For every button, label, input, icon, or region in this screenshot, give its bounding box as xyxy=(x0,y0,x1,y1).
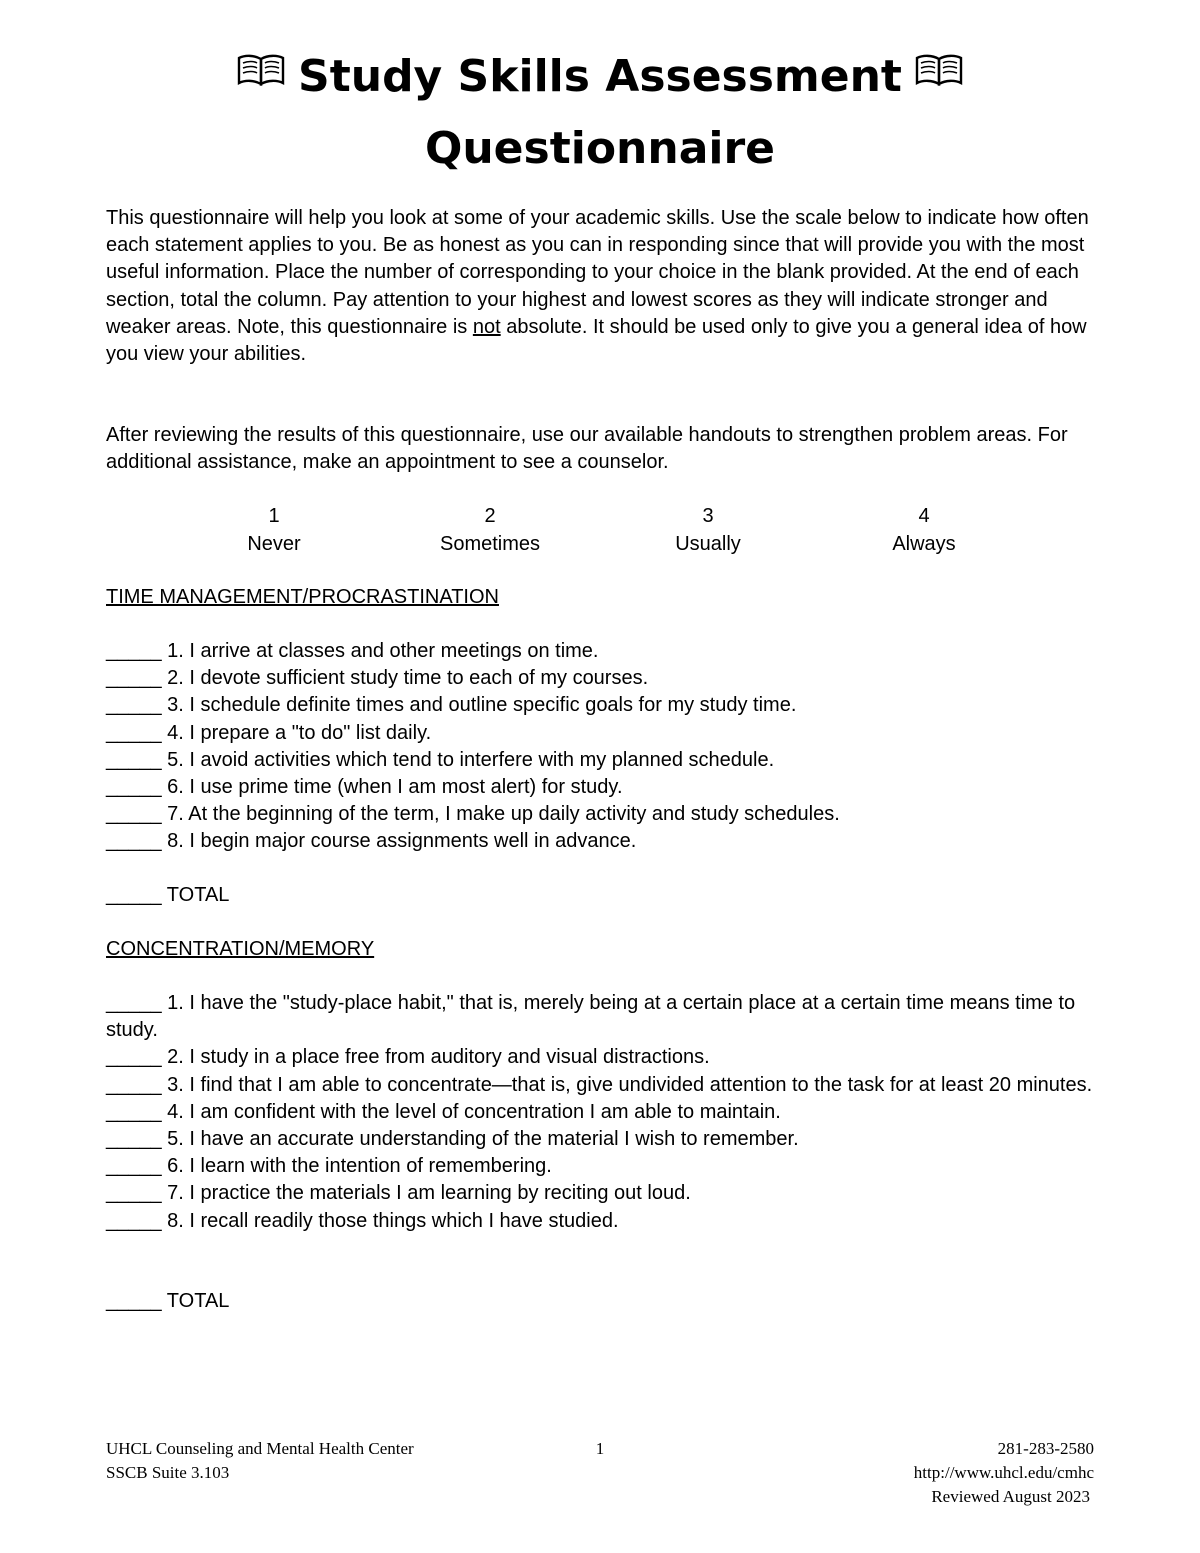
footer-location: SSCB Suite 3.103 xyxy=(106,1463,230,1482)
list-item: _____ 5. I have an accurate understanding of the material I wish to remember. xyxy=(106,1128,799,1151)
footer-reviewed: Reviewed August 2023 xyxy=(931,1487,1090,1506)
list-item: _____ 5. I avoid activities which tend to interfere with my planned schedule. xyxy=(106,748,775,771)
list-item: _____ 3. I schedule definite times and outline specific goals for my study time. xyxy=(106,694,797,717)
emphasis-not: not xyxy=(472,315,501,338)
concentration-total: _____ TOTAL xyxy=(106,1290,230,1312)
document-title xyxy=(0,42,1200,184)
title-line-1: Study Skills Assessment xyxy=(0,42,1200,114)
list-item: _____ 7. I practice the materials I am learning by reciting out loud. xyxy=(106,1182,691,1205)
scale-value: 3 xyxy=(702,505,714,527)
footer-left xyxy=(106,1437,414,1485)
scale-label: Always xyxy=(892,533,956,555)
scale-value: 2 xyxy=(484,505,496,527)
list-item: _____ 6. I learn with the intention of remembering. xyxy=(106,1155,552,1178)
footer-url[interactable]: http://www.uhcl.edu/cmhc xyxy=(913,1463,1094,1482)
list-item: _____ 2. I study in a place free from auditory and visual distractions. xyxy=(106,1046,710,1069)
scale-option xyxy=(824,502,1024,558)
scale-option xyxy=(608,502,808,558)
list-item: _____ 4. I am confident with the level of concentration I am able to maintain. xyxy=(106,1100,781,1123)
section-heading-time-management: TIME MANAGEMENT/PROCRASTINATION xyxy=(106,586,499,608)
scale-label: Sometimes xyxy=(439,533,541,555)
list-item: _____ 1. I have the "study-place habit," that is, merely being at a certain place at a certain time means time to study. xyxy=(106,992,1076,1042)
list-item: _____ 8. I begin major course assignments well in advance. xyxy=(106,830,637,853)
intro-paragraph: This questionnaire will help you look at some of your academic skills. Use the scale below to indicate how often each statement applies to you. Be as honest as you can in responding since that will provide you with the most useful information. Place the number of corresponding to your choice in the blank provided. At the end of each section, total the column. Pay attention to your highest and lowest scores as they will indicate stronger and weaker areas. Note, this questionnaire is not absolute. It should be used only to give you a general idea of how you view your abilities. xyxy=(106,207,1089,366)
footer-phone: 281-283-2580 xyxy=(997,1439,1094,1458)
time-management-items xyxy=(106,638,1101,856)
concentration-items xyxy=(106,990,1101,1235)
scale-option xyxy=(390,502,590,558)
scale-option xyxy=(174,502,374,558)
scale-label: Usually xyxy=(675,533,741,555)
list-item: _____ 4. I prepare a "to do" list daily. xyxy=(106,721,432,744)
time-management-total: _____ TOTAL xyxy=(106,884,230,906)
footer-right xyxy=(914,1437,1094,1509)
list-item: _____ 2. I devote sufficient study time to each of my courses. xyxy=(106,667,649,690)
footer-org: UHCL Counseling and Mental Health Center xyxy=(106,1439,414,1458)
scale-value: 4 xyxy=(918,505,930,527)
page-number: 1 xyxy=(595,1439,605,1458)
list-item: _____ 8. I recall readily those things which I have studied. xyxy=(106,1209,619,1232)
list-item: _____ 6. I use prime time (when I am most alert) for study. xyxy=(106,776,623,799)
scale-label: Never xyxy=(247,533,301,555)
list-item: _____ 7. At the beginning of the term, I make up daily activity and study schedules. xyxy=(106,803,840,826)
intro-paragraph-2: After reviewing the results of this questionnaire, use our available handouts to strengthen problem areas. For additional assistance, make an appointment to see a counselor. xyxy=(106,424,1068,474)
open-book-icon xyxy=(236,38,286,108)
scale-value: 1 xyxy=(268,505,280,527)
open-book-icon xyxy=(914,38,964,108)
list-item: _____ 1. I arrive at classes and other meetings on time. xyxy=(106,640,599,662)
section-heading-concentration: CONCENTRATION/MEMORY xyxy=(106,938,375,960)
list-item: _____ 3. I find that I am able to concentrate—that is, give undivided attention to the task for at least 20 minutes. xyxy=(106,1073,1093,1096)
title-line-2: Questionnaire xyxy=(424,123,776,174)
